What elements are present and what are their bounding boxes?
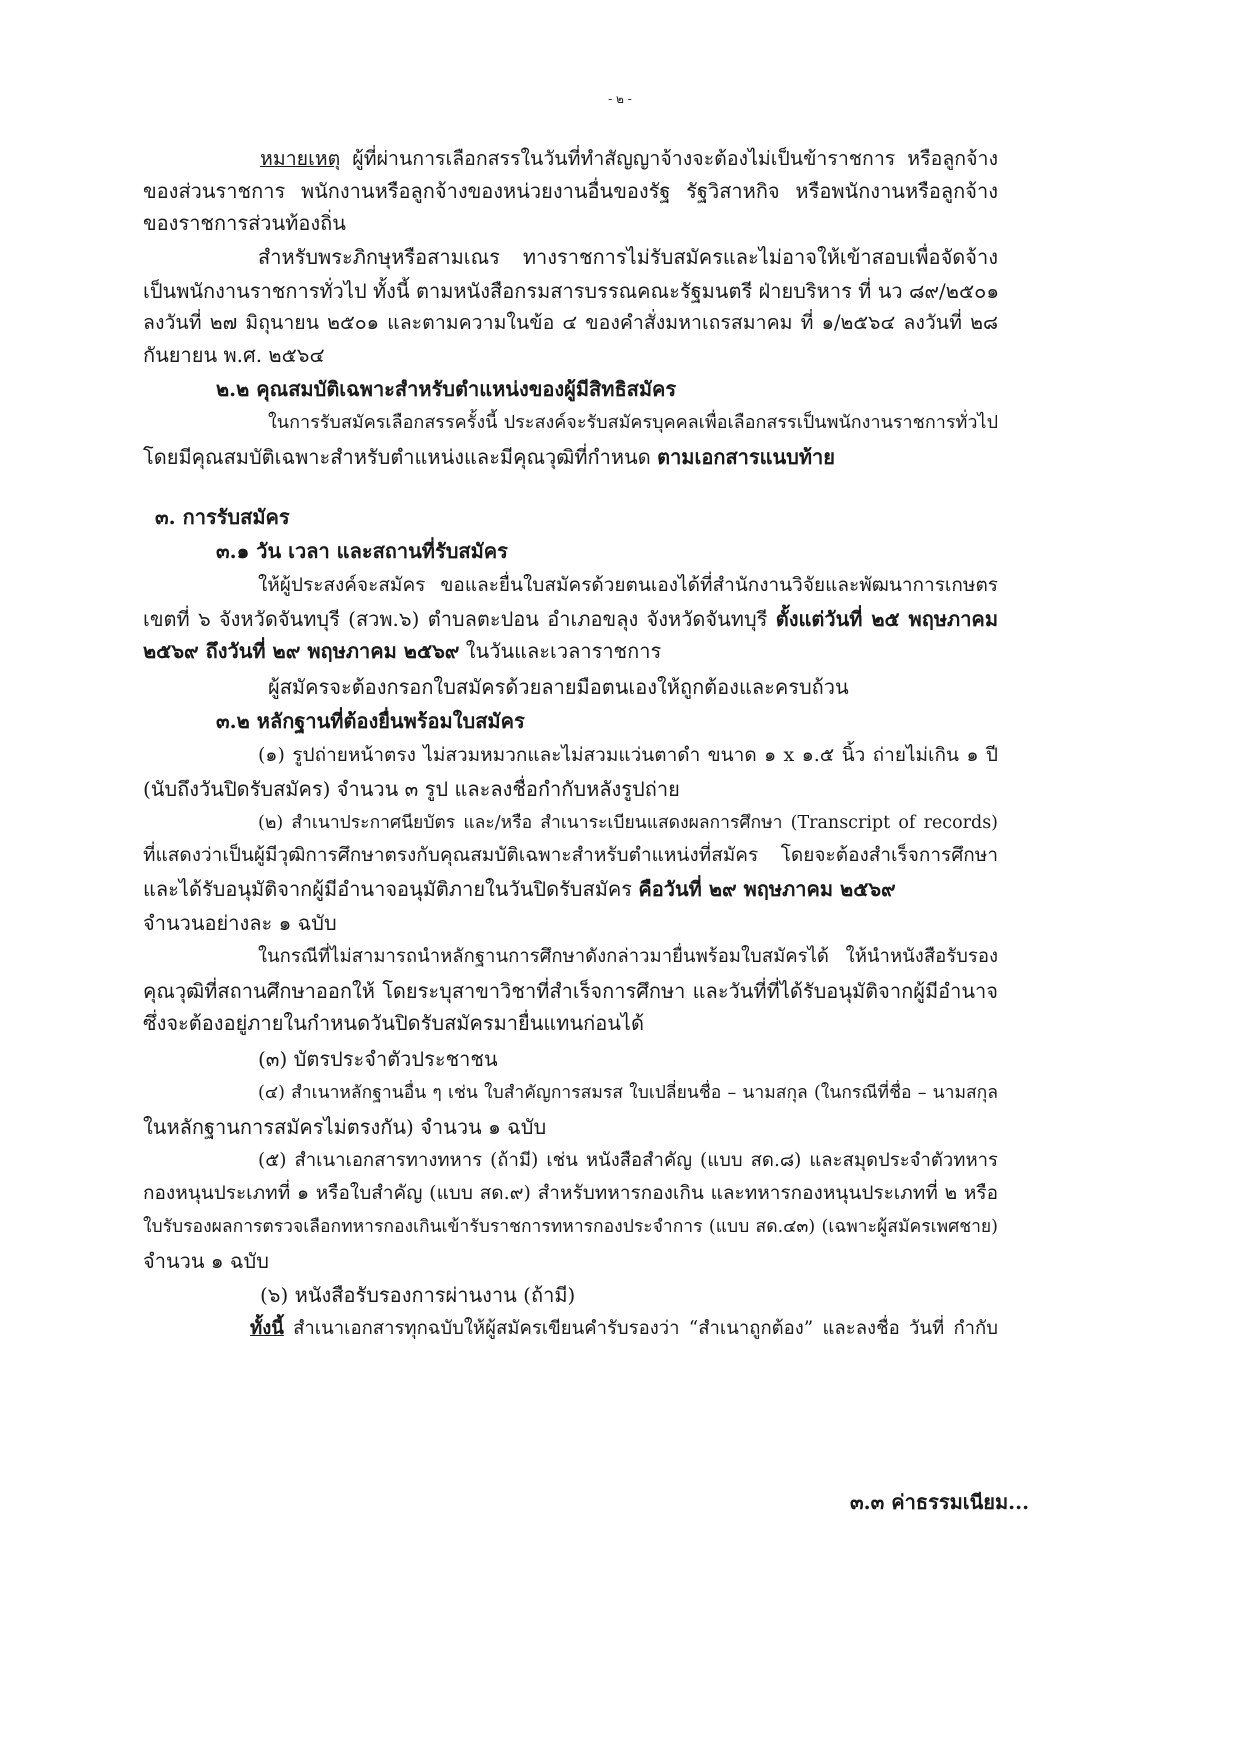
s3-1-line-2: เขตที่ ๖ จังหวัดจันทบุรี (สวพ.๖) ตำบลตะปอน อำเภอขลุง จังหวัดจันทบุรี ตั้งแต่วันที่ ๒๕ พฤษภาคม [143, 607, 998, 631]
item-5-line-2: กองหนุนประเภทที่ ๑ หรือใบสำคัญ (แบบ สด.๙) สำหรับทหารกองเกิน และทหารกองหนุนประเภทที่ ๒ หรือ [143, 1182, 998, 1204]
note-line-1: หมายเหตุ ผู้ที่ผ่านการเลือกสรรในวันที่ทำสัญญาจ้างจะต้องไม่เป็นข้าราชการ หรือลูกจ้าง [260, 147, 998, 170]
s3-1-line-3: ๒๕๖๙ ถึงวันที่ ๒๙ พฤษภาคม ๒๕๖๙ ในวันและเวลาราชการ [143, 639, 662, 663]
section-2-2-heading: ๒.๒ คุณสมบัติเฉพาะสำหรับตำแหน่งของผู้มีสิทธิสมัคร [216, 377, 677, 401]
s3-1-line-1: ให้ผู้ประสงค์จะสมัคร ขอและยื่นใบสมัครด้วยตนเองได้ที่สำนักงานวิจัยและพัฒนาการเกษตร [258, 574, 998, 596]
item-4-line-1: (๔) สำเนาหลักฐานอื่น ๆ เช่น ใบสำคัญการสมรส ใบเปลี่ยนชื่อ – นามสกุล (ในกรณีที่ชื่อ – นามสกุล [258, 1083, 998, 1103]
section-3-heading: ๓. การรับสมัคร [155, 505, 290, 529]
monk-line-3: ลงวันที่ ๒๗ มิถุนายน ๒๕๐๑ และตามความในข้อ ๔ ของคำสั่งมหาเถรสมาคม ที่ ๑/๒๕๖๔ ลงวันที่ ๒๘ [143, 311, 998, 334]
item-1-line-1: (๑) รูปถ่ายหน้าตรง ไม่สวมหมวกและไม่สวมแว่นตาดำ ขนาด ๑ x ๑.๕ นิ้ว ถ่ายไม่เกิน ๑ ปี [258, 744, 998, 766]
item-2-line-1: (๒) สำเนาประกาศนียบัตร และ/หรือ สำเนาระเบียนแสดงผลการศึกษา (Transcript of records) [258, 813, 998, 833]
item-2-line-2: ที่แสดงว่าเป็นผู้มีวุฒิการศึกษาตรงกับคุณสมบัติเฉพาะสำหรับตำแหน่งที่สมัคร โดยจะต้องสำเร็จการศึกษา [143, 844, 998, 866]
alt-line-2: คุณวุฒิที่สถานศึกษาออกให้ โดยระบุสาขาวิชาที่สำเร็จการศึกษา และวันที่ที่ได้รับอนุมัติจากผู้มีอำนาจ [143, 979, 998, 1003]
item-1-line-2: (นับถึงวันปิดรับสมัคร) จำนวน ๓ รูป และลงชื่อกำกับหลังรูปถ่าย [143, 777, 680, 801]
item-4-line-2: ในหลักฐานการสมัครไม่ตรงกัน) จำนวน ๑ ฉบับ [143, 1115, 547, 1139]
item-5-line-1: (๕) สำเนาเอกสารทางทหาร (ถ้ามี) เช่น หนังสือสำคัญ (แบบ สด.๘) และสมุดประจำตัวทหาร [258, 1150, 998, 1171]
alt-line-3: ซึ่งจะต้องอยู่ภายในกำหนดวันปิดรับสมัครมายื่นแทนก่อนได้ [143, 1011, 644, 1035]
monk-line-4: กันยายน พ.ศ. ๒๕๖๔ [143, 343, 325, 367]
next-page-indicator: ๓.๓ ค่าธรรมเนียม... [850, 1490, 1030, 1514]
alt-line-1: ในกรณีที่ไม่สามารถนำหลักฐานการศึกษาดังกล่าวมายื่นพร้อมใบสมัครได้ ให้นำหนังสือรับรอง [258, 946, 998, 967]
s2-2-line-1: ในการรับสมัครเลือกสรรครั้งนี้ ประสงค์จะรับสมัครบุคคลเพื่อเลือกสรรเป็นพนักงานราชการทั่วไป [268, 412, 998, 433]
section-3-1-heading: ๓.๑ วัน เวลา และสถานที่รับสมัคร [216, 539, 508, 563]
note-label: หมายเหตุ [260, 147, 341, 170]
item-5-line-4: จำนวน ๑ ฉบับ [143, 1249, 269, 1273]
note-line-2: ของส่วนราชการ พนักงานหรือลูกจ้างของหน่วยงานอื่นของรัฐ รัฐวิสาหกิจ หรือพนักงานหรือลูกจ้าง [143, 179, 998, 203]
section-3-2-heading: ๓.๒ หลักฐานที่ต้องยื่นพร้อมใบสมัคร [216, 709, 525, 733]
s2-2-line-2: โดยมีคุณสมบัติเฉพาะสำหรับตำแหน่งและมีคุณวุฒิที่กำหนด ตามเอกสารแนบท้าย [143, 445, 836, 469]
final-note-label: ทั้งนี้ [250, 1318, 284, 1339]
monk-line-1: สำหรับพระภิกษุหรือสามเณร ทางราชการไม่รับสมัครและไม่อาจให้เข้าสอบเพื่อจัดจ้าง [258, 245, 998, 269]
item-5-line-3: ใบรับรองผลการตรวจเลือกทหารกองเกินเข้ารับราชการทหารกองประจำการ (แบบ สด.๔๓) (เฉพาะผู้สมัครเพศชาย) [143, 1217, 998, 1237]
item-6: (๖) หนังสือรับรองการผ่านงาน (ถ้ามี) [260, 1283, 576, 1307]
item-2-line-4: จำนวนอย่างละ ๑ ฉบับ [143, 911, 337, 935]
note-line-3: ของราชการส่วนท้องถิ่น [143, 211, 346, 235]
item-2-line-3: และได้รับอนุมัติจากผู้มีอำนาจอนุมัติภายในวันปิดรับสมัคร คือวันที่ ๒๙ พฤษภาคม ๒๕๖๙ [143, 877, 896, 901]
page-number: - ๒ - [608, 92, 632, 106]
final-note: ทั้งนี้ สำเนาเอกสารทุกฉบับให้ผู้สมัครเขียนคำรับรองว่า “สำเนาถูกต้อง” และลงชื่อ วันที่ กำกับ [250, 1318, 998, 1339]
monk-line-2: เป็นพนักงานราชการทั่วไป ทั้งนี้ ตามหนังสือกรมสารบรรณคณะรัฐมนตรี ฝ่ายบริหาร ที่ นว ๘๙/๒๕๐๑ [143, 279, 1000, 303]
item-3: (๓) บัตรประจำตัวประชาชน [258, 1047, 498, 1071]
s3-1-line-4: ผู้สมัครจะต้องกรอกใบสมัครด้วยลายมือตนเองให้ถูกต้องและครบถ้วน [268, 675, 849, 699]
